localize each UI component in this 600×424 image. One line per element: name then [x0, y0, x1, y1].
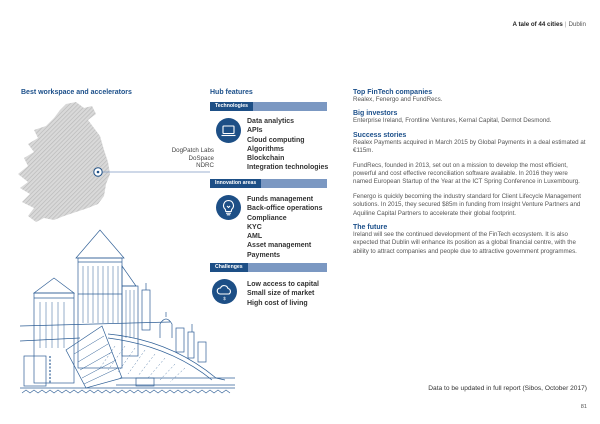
feature-item: KYC: [247, 223, 262, 231]
lightbulb-icon: [216, 195, 241, 220]
hub-features-heading: Hub features: [210, 89, 253, 96]
feature-item: Data analytics: [247, 118, 295, 125]
feature-item: Compliance: [247, 214, 287, 222]
top-fintech-text: Realex, Fenergo and FundRecs.: [353, 96, 443, 103]
workspace-heading: Best workspace and accelerators: [21, 89, 132, 96]
innovation-areas-bar: [210, 179, 327, 188]
feature-item: Small size of market: [247, 290, 315, 298]
feature-item: Algorithms: [247, 145, 284, 153]
ireland-map: [14, 100, 124, 225]
challenges-tag: Challenges: [210, 263, 248, 272]
feature-item: APIs: [247, 127, 263, 135]
technologies-bar: [210, 102, 327, 111]
feature-item: Cloud computing: [247, 136, 305, 144]
future-text: Ireland will see the continued development of the FinTech ecosystem. It is also expected that Dublin will enhance its position as a global financial centre, with the ability to attract companies and people due to attractive government programmes.: [353, 231, 577, 255]
fintech-column: [353, 89, 588, 256]
feature-item: Asset management: [247, 242, 312, 250]
svg-text:$: $: [223, 296, 226, 301]
hub-list: [172, 147, 214, 170]
challenges-bar: [210, 263, 327, 272]
city-name: Dublin: [568, 21, 586, 28]
feature-item: Integration technologies: [247, 164, 329, 172]
innovation-areas-list: [247, 195, 322, 260]
big-investors-text: Enterprise Ireland, Frontline Ventures, Kernal Capital, Dermot Desmond.: [353, 117, 552, 125]
feature-item: Blockchain: [247, 155, 285, 163]
feature-item: AML: [247, 233, 263, 241]
running-header: [513, 21, 586, 28]
innovation-areas-tag: Innovation areas: [210, 179, 261, 188]
feature-item: Funds management: [247, 196, 314, 203]
hub-name: NDRC: [196, 162, 214, 170]
report-title: A tale of 44 cities: [512, 21, 563, 28]
success-story-realex: Realex Payments acquired in March 2015 by Global Payments in a deal estimated at €115m.: [353, 138, 586, 155]
feature-item: High cost of living: [247, 299, 308, 307]
hub-name: DoSpace: [188, 154, 214, 162]
success-story-fundrecs: FundRecs, founded in 2013, set out on a mission to develop the most efficient, powerful and cost effective reconciliation software available. In 2016 they were named European Startup of the Year at the ICT Spring Conference in Luxembourg.: [353, 161, 580, 186]
big-investors-heading: Big investors: [353, 110, 398, 118]
hub-name: DogPatch Labs: [171, 147, 214, 154]
header-separator: |: [564, 21, 567, 28]
footnote: Data to be updated in full report (Sibos, October 2017): [428, 385, 587, 392]
feature-item: Back-office operations: [247, 205, 323, 213]
feature-item: Payments: [247, 251, 281, 259]
dublin-skyline-illustration: [20, 228, 235, 396]
future-heading: The future: [353, 224, 388, 232]
success-story-fenergo: Fenergo is quickly becoming the industry standard for Client Lifecycle Management solutions. In 2015, they secured $85m in funding from Insight Venture Partners and Aquiline Capital Partners to accelerate their global footprint.: [353, 192, 582, 217]
challenges-list: [247, 280, 319, 308]
laptop-icon: [216, 118, 241, 143]
technologies-list: [247, 117, 328, 173]
success-stories-heading: Success stories: [353, 131, 407, 139]
page-number: 81: [580, 404, 587, 410]
top-fintech-heading: Top FinTech companies: [353, 89, 433, 96]
cloud-dollar-icon: [212, 279, 237, 304]
technologies-tag: Technologies: [210, 102, 253, 111]
feature-item: Low access to capital: [247, 281, 319, 288]
